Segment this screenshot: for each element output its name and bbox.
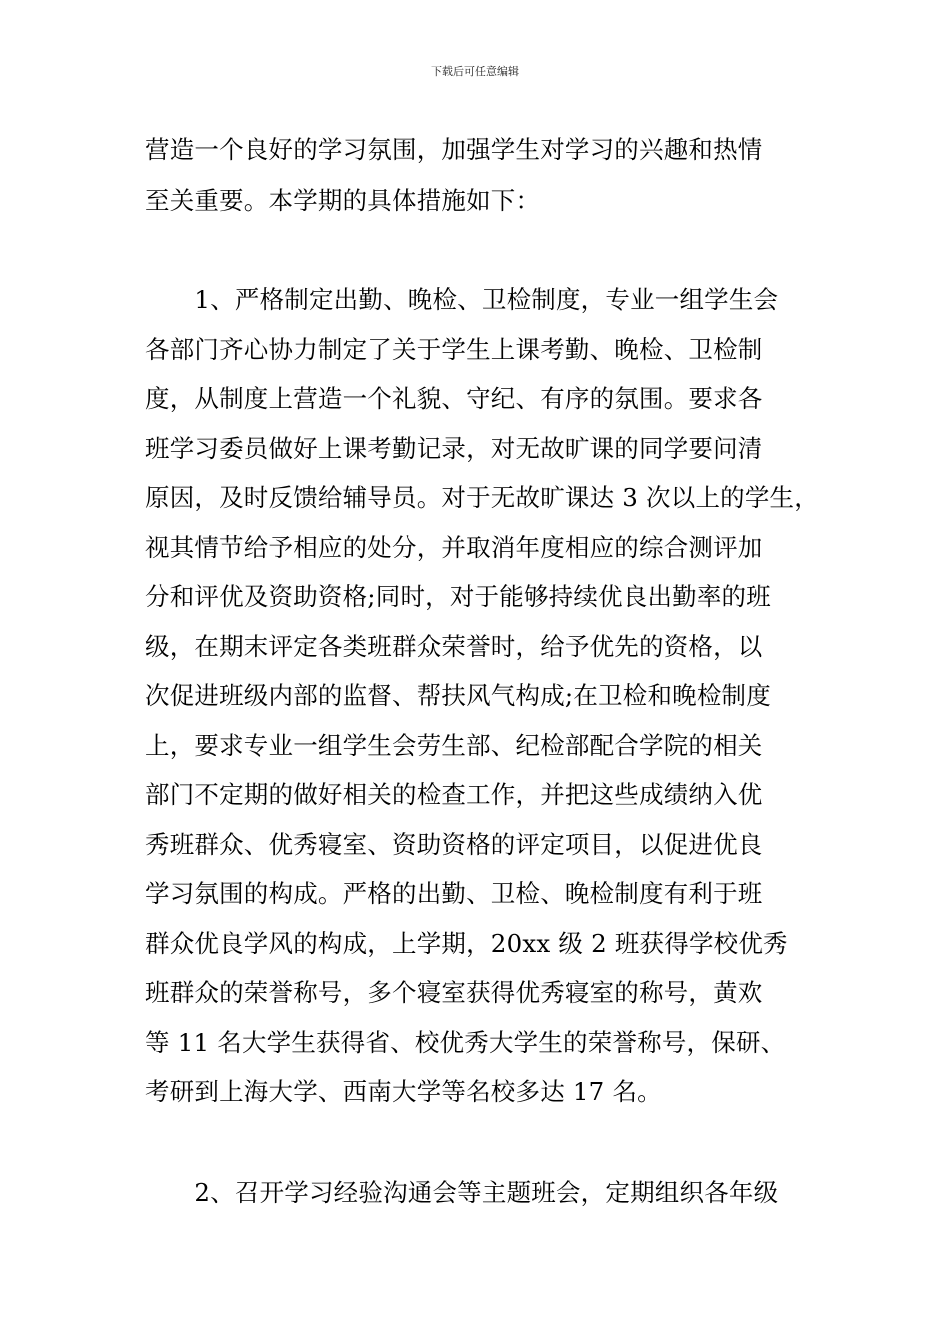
paragraph-line: 各部门齐心协力制定了关于学生上课考勤、晚检、卫检制 bbox=[145, 335, 763, 364]
paragraph-line: 上，要求专业一组学生会劳生部、纪检部配合学院的相关 bbox=[145, 731, 763, 760]
paragraph-line: 分和评优及资助资格;同时，对于能够持续优良出勤率的班 bbox=[145, 582, 771, 611]
paragraph-line: 1、严格制定出勤、晚检、卫检制度，专业一组学生会 bbox=[145, 285, 779, 314]
paragraph-line: 班学习委员做好上课考勤记录，对无故旷课的同学要问清 bbox=[145, 434, 763, 463]
paragraph-line: 秀班群众、优秀寝室、资助资格的评定项目，以促进优良 bbox=[145, 830, 763, 859]
paragraph-line: 部门不定期的做好相关的检查工作，并把这些成绩纳入优 bbox=[145, 780, 763, 809]
page-header: 下载后可任意编辑 bbox=[431, 65, 519, 78]
paragraph-line: 视其情节给予相应的处分，并取消年度相应的综合测评加 bbox=[145, 533, 763, 562]
paragraph-line: 2、召开学习经验沟通会等主题班会，定期组织各年级 bbox=[145, 1178, 779, 1207]
paragraph-line: 等 11 名大学生获得省、校优秀大学生的荣誉称号，保研、 bbox=[145, 1028, 786, 1057]
paragraph-line: 至关重要。本学期的具体措施如下： bbox=[145, 186, 541, 215]
paragraph-line: 原因，及时反馈给辅导员。对于无故旷课达 3 次以上的学生， bbox=[145, 483, 819, 512]
paragraph-line: 度，从制度上营造一个礼貌、守纪、有序的氛围。要求各 bbox=[145, 384, 763, 413]
paragraph-line: 学习氛围的构成。严格的出勤、卫检、晚检制度有利于班 bbox=[145, 879, 763, 908]
paragraph-line: 班群众的荣誉称号，多个寝室获得优秀寝室的称号，黄欢 bbox=[145, 978, 763, 1007]
paragraph-line: 考研到上海大学、西南大学等名校多达 17 名。 bbox=[145, 1077, 662, 1106]
paragraph-line: 次促进班级内部的监督、帮扶风气构成;在卫检和晚检制度 bbox=[145, 681, 771, 710]
paragraph-line: 营造一个良好的学习氛围，加强学生对学习的兴趣和热情 bbox=[145, 135, 763, 164]
paragraph-line: 级，在期末评定各类班群众荣誉时，给予优先的资格，以 bbox=[145, 632, 763, 661]
paragraph-line: 群众优良学风的构成，上学期，20xx 级 2 班获得学校优秀 bbox=[145, 929, 788, 958]
